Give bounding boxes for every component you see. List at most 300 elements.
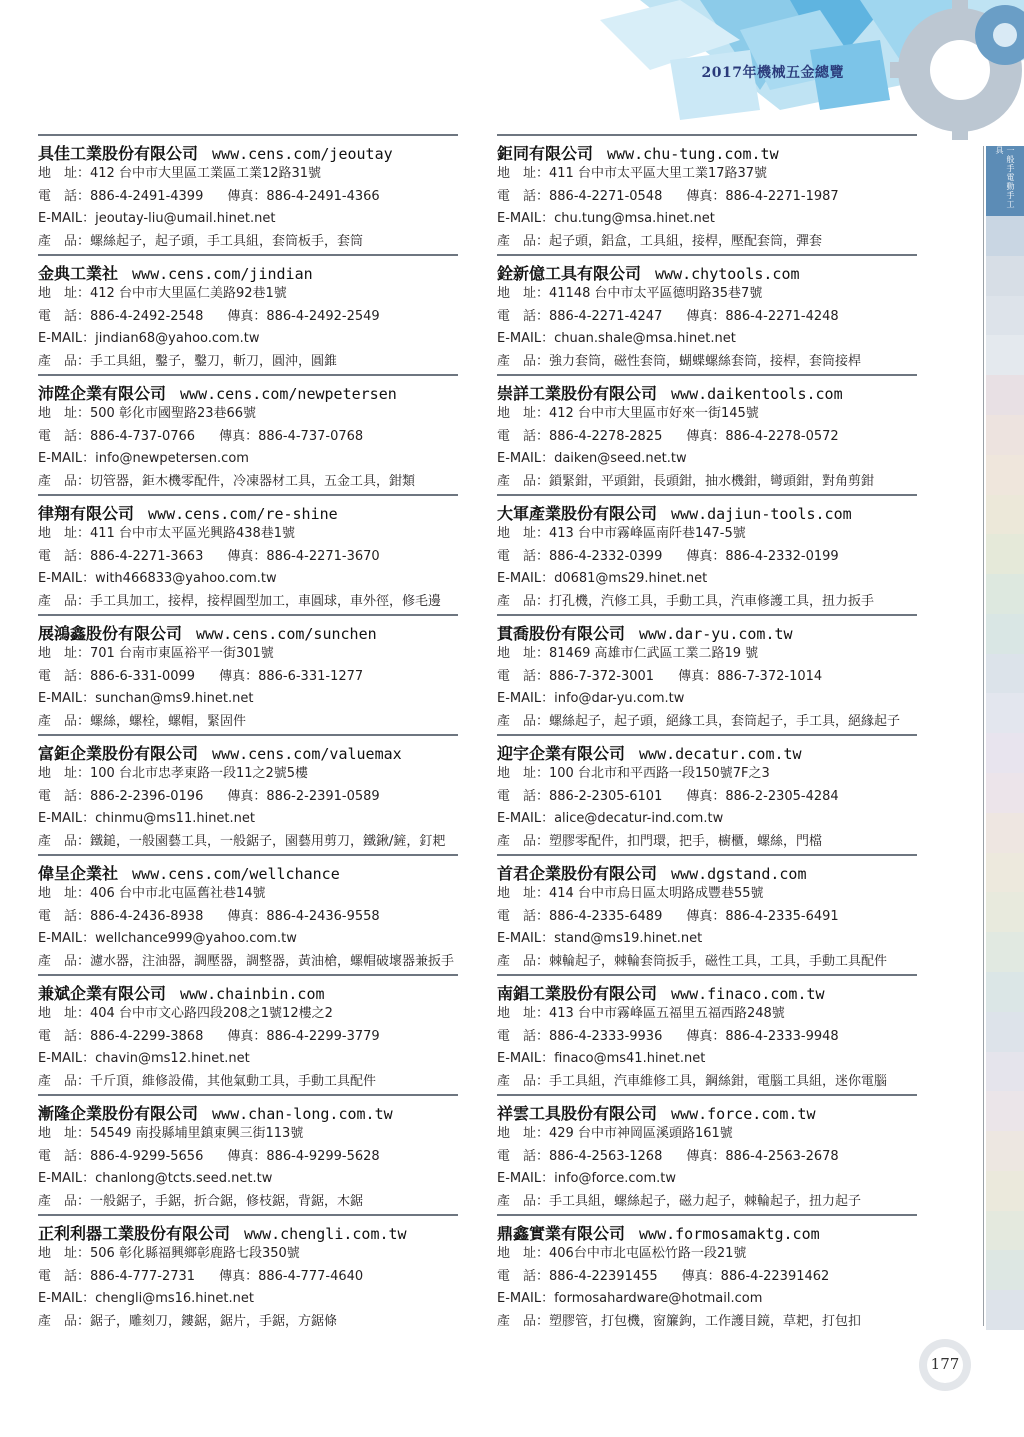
company-entry — [497, 254, 917, 374]
phone-row — [38, 186, 458, 209]
phone-label: 電 話： — [38, 548, 91, 564]
company-name: 展鴻鑫股份有限公司 — [38, 624, 183, 643]
email-value[interactable]: daiken@seed.net.tw — [554, 451, 687, 466]
email-value[interactable]: wellchance999@yahoo.com.tw — [95, 931, 297, 946]
address-label: 地 址： — [497, 286, 550, 301]
email-label: E-MAIL： — [497, 571, 555, 586]
company-header — [38, 1224, 458, 1243]
fax-label: 傳真： — [227, 788, 267, 804]
phone-label: 電 話： — [38, 188, 91, 204]
fax-label: 傳真： — [686, 308, 726, 324]
email-value[interactable]: info@newpetersen.com — [95, 451, 249, 466]
address-label: 地 址： — [38, 406, 91, 421]
company-entry — [497, 374, 917, 494]
phone-row — [497, 546, 917, 569]
side-strip-segment — [986, 296, 1024, 336]
company-header — [38, 624, 458, 643]
fax-label: 傳真： — [678, 668, 718, 684]
address-row — [497, 1243, 917, 1266]
address-label: 地 址： — [38, 286, 91, 301]
phone-label: 電 話： — [38, 1268, 91, 1284]
company-header — [38, 504, 458, 523]
fax-value: 886-4-9299-5628 — [266, 1148, 380, 1164]
email-label: E-MAIL： — [497, 811, 555, 826]
email-row — [497, 688, 917, 711]
side-strip-segment — [986, 455, 1024, 495]
product-value: 螺絲，螺栓，螺帽，緊固件 — [90, 713, 247, 729]
company-url-link[interactable]: www.chengli.com.tw — [244, 1225, 407, 1243]
fax-label: 傳真： — [686, 188, 726, 204]
email-row — [497, 1288, 917, 1311]
address-row — [497, 523, 917, 546]
email-row — [497, 328, 917, 351]
email-label: E-MAIL： — [38, 1291, 96, 1306]
email-row — [38, 688, 458, 711]
phone-value: 886-4-2299-3868 — [90, 1028, 204, 1044]
product-row — [497, 471, 917, 494]
side-strip-segment — [986, 733, 1024, 773]
company-entry — [497, 1094, 917, 1214]
phone-row — [497, 1026, 917, 1049]
address-label: 地 址： — [497, 766, 550, 781]
email-value[interactable]: chinmu@ms11.hinet.net — [95, 811, 255, 826]
side-strip-segment — [986, 335, 1024, 375]
company-header — [497, 1224, 917, 1243]
fax-label: 傳真： — [686, 548, 726, 564]
company-entry — [497, 974, 917, 1094]
product-label: 產 品： — [38, 1313, 91, 1329]
address-label: 地 址： — [497, 1246, 550, 1261]
phone-row — [38, 1146, 458, 1169]
side-strip-segment — [986, 574, 1024, 614]
company-url-link[interactable]: www.chu-tung.com.tw — [607, 145, 779, 163]
product-value: 鐵鎚，一般園藝工具，一般鋸子，園藝用剪刀，鐵鍬/鏟，釘耙 — [90, 833, 446, 849]
product-row — [497, 1311, 917, 1334]
company-header — [38, 384, 458, 403]
email-label: E-MAIL： — [38, 1051, 96, 1066]
email-value[interactable]: jeoutay-liu@umail.hinet.net — [95, 211, 276, 226]
email-value[interactable]: sunchan@ms9.hinet.net — [95, 691, 254, 706]
address-value: 100 台北市忠孝東路一段11之2號5樓 — [90, 766, 309, 781]
company-name: 大軍產業股份有限公司 — [497, 504, 658, 523]
fax-value: 886-4-2491-4366 — [266, 188, 380, 204]
email-label: E-MAIL： — [497, 931, 555, 946]
address-label: 地 址： — [497, 886, 550, 901]
company-url-link[interactable]: www.cens.com/wellchance — [132, 865, 340, 883]
product-label: 產 品： — [38, 353, 91, 369]
side-strip-segment — [986, 1012, 1024, 1052]
side-strip-segment — [986, 614, 1024, 654]
product-label: 產 品： — [497, 1073, 550, 1089]
company-name: 鼎鑫實業有限公司 — [497, 1224, 626, 1243]
company-header — [38, 264, 458, 283]
phone-label: 電 話： — [497, 788, 550, 804]
address-label: 地 址： — [38, 1246, 91, 1261]
email-value[interactable]: chanlong@tcts.seed.net.tw — [95, 1171, 273, 1186]
company-url-link[interactable]: www.finaco.com.tw — [671, 985, 825, 1003]
fax-label: 傳真： — [686, 1028, 726, 1044]
address-label: 地 址： — [497, 1126, 550, 1141]
address-row — [38, 1123, 458, 1146]
email-row — [38, 448, 458, 471]
company-header — [497, 504, 917, 523]
fax-label: 傳真： — [686, 1148, 726, 1164]
fax-value: 886-4-2271-1987 — [725, 188, 839, 204]
company-name: 迎宇企業有限公司 — [497, 744, 626, 763]
company-name: 漸隆企業股份有限公司 — [38, 1104, 199, 1123]
company-entry — [38, 374, 458, 494]
book-title: 2017年機械五金總覽 — [701, 65, 844, 81]
company-url-link[interactable]: www.formosamaktg.com — [639, 1225, 820, 1243]
address-label: 地 址： — [38, 646, 91, 661]
address-value: 406台中市北屯區松竹路一段21號 — [549, 1246, 747, 1261]
phone-value: 886-4-2271-4247 — [549, 308, 663, 324]
phone-row — [38, 906, 458, 929]
product-row — [38, 1071, 458, 1094]
address-row — [38, 883, 458, 906]
address-value: 411 台中市太平區大里工業17路37號 — [549, 166, 768, 181]
address-value: 506 彰化縣福興鄉彰鹿路七段350號 — [90, 1246, 300, 1261]
company-header — [497, 264, 917, 283]
company-header — [38, 1104, 458, 1123]
product-value: 起子頭，鋁盒，工具組，接桿，壓配套筒，彈套 — [549, 233, 823, 249]
company-url-link[interactable]: www.dgstand.com — [671, 865, 807, 883]
address-label: 地 址： — [497, 406, 550, 421]
email-row — [38, 1168, 458, 1191]
email-row — [497, 1168, 917, 1191]
fax-label: 傳真： — [227, 1028, 267, 1044]
fax-value: 886-4-2335-6491 — [725, 908, 839, 924]
email-value[interactable]: d0681@ms29.hinet.net — [554, 571, 708, 586]
product-row — [497, 951, 917, 974]
address-label: 地 址： — [497, 166, 550, 181]
company-entry — [38, 1094, 458, 1214]
product-value: 切管器，鉅木機零配件，冷凍器材工具，五金工具，鉗類 — [90, 473, 416, 489]
address-row — [497, 883, 917, 906]
fax-label: 傳真： — [219, 668, 259, 684]
email-value[interactable]: finaco@ms41.hinet.net — [554, 1051, 706, 1066]
right-column — [497, 134, 917, 1334]
address-row — [497, 1123, 917, 1146]
address-value: 701 台南市東區裕平一街301號 — [90, 646, 274, 661]
fax-label: 傳真： — [686, 428, 726, 444]
email-value[interactable]: chengli@ms16.hinet.net — [95, 1291, 254, 1306]
phone-value: 886-4-737-0766 — [90, 428, 196, 444]
phone-value: 886-2-2305-6101 — [549, 788, 663, 804]
side-strip-segment — [986, 654, 1024, 694]
email-row — [38, 208, 458, 231]
company-url-link[interactable]: www.dar-yu.com.tw — [639, 625, 793, 643]
side-strip-segment — [986, 415, 1024, 455]
company-entry — [38, 1214, 458, 1334]
product-label: 產 品： — [38, 473, 91, 489]
address-value: 406 台中市北屯區舊社巷14號 — [90, 886, 266, 901]
company-entry — [38, 734, 458, 854]
phone-row — [497, 1146, 917, 1169]
phone-row — [38, 306, 458, 329]
phone-value: 886-4-2271-0548 — [549, 188, 663, 204]
product-label: 產 品： — [497, 473, 550, 489]
company-url-link[interactable]: www.daikentools.com — [671, 385, 843, 403]
product-row — [38, 351, 458, 374]
email-label: E-MAIL： — [497, 1291, 555, 1306]
company-header — [497, 864, 917, 883]
company-url-link[interactable]: www.dajiun-tools.com — [671, 505, 852, 523]
fax-label: 傳真： — [681, 1268, 721, 1284]
phone-label: 電 話： — [497, 428, 550, 444]
fax-label: 傳真： — [227, 308, 267, 324]
company-entry — [38, 614, 458, 734]
company-url-link[interactable]: www.cens.com/newpetersen — [180, 385, 397, 403]
email-label: E-MAIL： — [38, 1171, 96, 1186]
address-value: 413 台中市霧峰區五福里五福西路248號 — [549, 1006, 785, 1021]
address-value: 81469 高雄市仁武區工業二路19 號 — [549, 646, 759, 661]
company-url-link[interactable]: www.chan-long.com.tw — [212, 1105, 393, 1123]
side-strip-segment — [986, 1091, 1024, 1131]
email-label: E-MAIL： — [38, 211, 96, 226]
email-row — [497, 808, 917, 831]
product-row — [38, 231, 458, 254]
product-row — [497, 831, 917, 854]
email-value[interactable]: info@force.com.tw — [554, 1171, 676, 1186]
address-row — [497, 403, 917, 426]
product-label: 產 品： — [497, 593, 550, 609]
address-value: 412 台中市大里區仁美路92巷1號 — [90, 286, 287, 301]
email-value[interactable]: formosahardware@hotmail.com — [554, 1291, 763, 1306]
email-label: E-MAIL： — [38, 571, 96, 586]
company-entry — [497, 614, 917, 734]
company-header — [497, 624, 917, 643]
company-entry — [38, 494, 458, 614]
company-name: 祥雲工具股份有限公司 — [497, 1104, 658, 1123]
fax-value: 886-4-2271-3670 — [266, 548, 380, 564]
company-url-link[interactable]: www.cens.com/re-shine — [148, 505, 338, 523]
side-strip-segment — [986, 972, 1024, 1012]
address-label: 地 址： — [497, 1006, 550, 1021]
address-row — [497, 163, 917, 186]
fax-value: 886-7-372-1014 — [717, 668, 823, 684]
phone-row — [38, 1026, 458, 1049]
fax-value: 886-4-2271-4248 — [725, 308, 839, 324]
product-value: 手工具組，汽車維修工具，鋼絲鉗，電腦工具組，迷你電腦 — [549, 1073, 888, 1089]
address-value: 429 台中市神岡區溪頭路161號 — [549, 1126, 733, 1141]
address-value: 54549 南投縣埔里鎮東興三街113號 — [90, 1126, 304, 1141]
phone-value: 886-2-2396-0196 — [90, 788, 204, 804]
side-strip-segment — [986, 375, 1024, 415]
company-name: 具佳工業股份有限公司 — [38, 144, 199, 163]
company-url-link[interactable]: www.force.com.tw — [671, 1105, 816, 1123]
address-label: 地 址： — [38, 1126, 91, 1141]
phone-value: 886-4-2278-2825 — [549, 428, 663, 444]
fax-value: 886-4-737-0768 — [258, 428, 364, 444]
address-value: 413 台中市霧峰區南阡巷147-5號 — [549, 526, 746, 541]
phone-label: 電 話： — [38, 908, 91, 924]
address-row — [38, 763, 458, 786]
email-label: E-MAIL： — [497, 451, 555, 466]
side-strip-segment — [986, 1171, 1024, 1211]
email-row — [497, 448, 917, 471]
phone-row — [497, 666, 917, 689]
company-entry — [497, 494, 917, 614]
company-name: 銓新億工具有限公司 — [497, 264, 642, 283]
product-row — [497, 591, 917, 614]
fax-value: 886-4-777-4640 — [258, 1268, 364, 1284]
email-value[interactable]: alice@decatur-ind.com.tw — [554, 811, 724, 826]
phone-row — [38, 546, 458, 569]
product-row — [497, 711, 917, 734]
product-label: 產 品： — [497, 1193, 550, 1209]
phone-value: 886-4-2563-1268 — [549, 1148, 663, 1164]
company-name: 南錩工業股份有限公司 — [497, 984, 658, 1003]
phone-value: 886-4-2492-2548 — [90, 308, 204, 324]
address-row — [497, 763, 917, 786]
company-url-link[interactable]: www.cens.com/valuemax — [212, 745, 402, 763]
product-value: 鋸子，雕刻刀，鏤鋸，鋸片，手鋸，方鋸條 — [90, 1313, 338, 1329]
fax-value: 886-4-2492-2549 — [266, 308, 380, 324]
address-value: 411 台中市太平區光興路438巷1號 — [90, 526, 296, 541]
product-label: 產 品： — [497, 233, 550, 249]
product-label: 產 品： — [38, 953, 91, 969]
section-tab-label: 一般手電動手工具 — [995, 146, 1015, 209]
phone-value: 886-4-2332-0399 — [549, 548, 663, 564]
company-header — [38, 144, 458, 163]
email-label: E-MAIL： — [38, 451, 96, 466]
address-value: 100 台北市和平西路一段150號7F之3 — [549, 766, 770, 781]
address-label: 地 址： — [38, 766, 91, 781]
company-url-link[interactable]: www.cens.com/jeoutay — [212, 145, 393, 163]
product-value: 打孔機，汽修工具，手動工具，汽車修護工具，扭力扳手 — [549, 593, 875, 609]
address-row — [38, 523, 458, 546]
email-value[interactable]: chavin@ms12.hinet.net — [95, 1051, 250, 1066]
company-url-link[interactable]: www.cens.com/sunchen — [196, 625, 377, 643]
side-strip-segment — [986, 534, 1024, 574]
page-number: 177 — [930, 1355, 960, 1373]
email-label: E-MAIL： — [497, 1171, 555, 1186]
phone-label: 電 話： — [38, 668, 91, 684]
company-name: 偉呈企業社 — [38, 864, 119, 883]
company-entry — [38, 974, 458, 1094]
product-value: 螺絲起子，起子頭，絕緣工具，套筒起子，手工具，絕緣起子 — [549, 713, 901, 729]
product-value: 棘輪起子，棘輪套筒扳手，磁性工具，工具，手動工具配件 — [549, 953, 888, 969]
fax-value: 886-4-2333-9948 — [725, 1028, 839, 1044]
email-row — [497, 1048, 917, 1071]
phone-row — [497, 306, 917, 329]
company-url-link[interactable]: www.cens.com/jindian — [132, 265, 313, 283]
fax-label: 傳真： — [227, 188, 267, 204]
email-value[interactable]: stand@ms19.hinet.net — [554, 931, 703, 946]
fax-label: 傳真： — [686, 788, 726, 804]
phone-row — [38, 1266, 458, 1289]
company-url-link[interactable]: www.decatur.com.tw — [639, 745, 802, 763]
company-entry — [38, 254, 458, 374]
phone-row — [38, 426, 458, 449]
address-row — [497, 1003, 917, 1026]
email-value[interactable]: jindian68@yahoo.com.tw — [95, 331, 260, 346]
fax-label: 傳真： — [686, 908, 726, 924]
side-divider — [983, 146, 984, 1326]
phone-label: 電 話： — [497, 308, 550, 324]
email-value[interactable]: info@dar-yu.com.tw — [554, 691, 685, 706]
side-strip-segment — [986, 892, 1024, 932]
product-row — [38, 591, 458, 614]
product-label: 產 品： — [497, 713, 550, 729]
company-name: 律翔有限公司 — [38, 504, 135, 523]
phone-label: 電 話： — [38, 308, 91, 324]
product-label: 產 品： — [497, 353, 550, 369]
product-value: 手工具加工，接桿，接桿圓型加工，車圓球，車外徑，修毛邊 — [90, 593, 442, 609]
company-url-link[interactable]: www.chytools.com — [655, 265, 800, 283]
product-row — [38, 1311, 458, 1334]
email-row — [38, 1048, 458, 1071]
side-strip-segment — [986, 1250, 1024, 1290]
email-value[interactable]: with466833@yahoo.com.tw — [95, 571, 277, 586]
email-label: E-MAIL： — [497, 691, 555, 706]
email-row — [497, 208, 917, 231]
phone-value: 886-4-22391455 — [549, 1268, 658, 1284]
company-name: 鉅同有限公司 — [497, 144, 594, 163]
address-row — [38, 163, 458, 186]
fax-label: 傳真： — [227, 548, 267, 564]
company-entry — [497, 854, 917, 974]
side-strip-segment — [986, 932, 1024, 972]
email-label: E-MAIL： — [38, 691, 96, 706]
company-entry — [497, 1214, 917, 1334]
phone-label: 電 話： — [38, 1028, 91, 1044]
address-row — [497, 643, 917, 666]
phone-row — [497, 186, 917, 209]
product-value: 塑膠管，打包機，窗簾鉤，工作護目鏡，草耙，打包扣 — [549, 1313, 862, 1329]
email-row — [38, 328, 458, 351]
product-row — [497, 1071, 917, 1094]
fax-value: 886-4-2278-0572 — [725, 428, 839, 444]
address-value: 404 台中市文心路四段208之1號12樓之2 — [90, 1006, 333, 1021]
email-label: E-MAIL： — [497, 331, 555, 346]
product-label: 產 品： — [497, 953, 550, 969]
company-name: 沛陞企業有限公司 — [38, 384, 167, 403]
section-tab[interactable] — [986, 146, 1024, 216]
email-value[interactable]: chuan.shale@msa.hinet.net — [554, 331, 736, 346]
fax-label: 傳真： — [219, 1268, 259, 1284]
product-label: 產 品： — [497, 833, 550, 849]
address-value: 412 台中市大里區市好來一街145號 — [549, 406, 759, 421]
phone-label: 電 話： — [497, 1148, 550, 1164]
side-strip-segment — [986, 495, 1024, 535]
address-row — [497, 283, 917, 306]
product-value: 塑膠零配件，扣門環，把手，櫥櫃，螺絲，門檔 — [549, 833, 823, 849]
company-header — [497, 1104, 917, 1123]
email-label: E-MAIL： — [38, 331, 96, 346]
product-row — [38, 831, 458, 854]
address-row — [38, 1243, 458, 1266]
phone-value: 886-4-2491-4399 — [90, 188, 204, 204]
phone-label: 電 話： — [497, 1028, 550, 1044]
side-strip-segment — [986, 1131, 1024, 1171]
company-name: 富鉅企業股份有限公司 — [38, 744, 199, 763]
fax-label: 傳真： — [227, 908, 267, 924]
product-row — [497, 231, 917, 254]
side-strip-segment — [986, 1052, 1024, 1092]
email-row — [497, 928, 917, 951]
phone-label: 電 話： — [497, 668, 550, 684]
fax-label: 傳真： — [219, 428, 259, 444]
email-value[interactable]: chu.tung@msa.hinet.net — [554, 211, 715, 226]
company-name: 崇詳工業股份有限公司 — [497, 384, 658, 403]
side-strip-segment — [986, 853, 1024, 893]
product-label: 產 品： — [38, 713, 91, 729]
company-url-link[interactable]: www.chainbin.com — [180, 985, 325, 1003]
address-value: 412 台中市大里區工業區工業12路31號 — [90, 166, 322, 181]
fax-value: 886-2-2305-4284 — [725, 788, 839, 804]
